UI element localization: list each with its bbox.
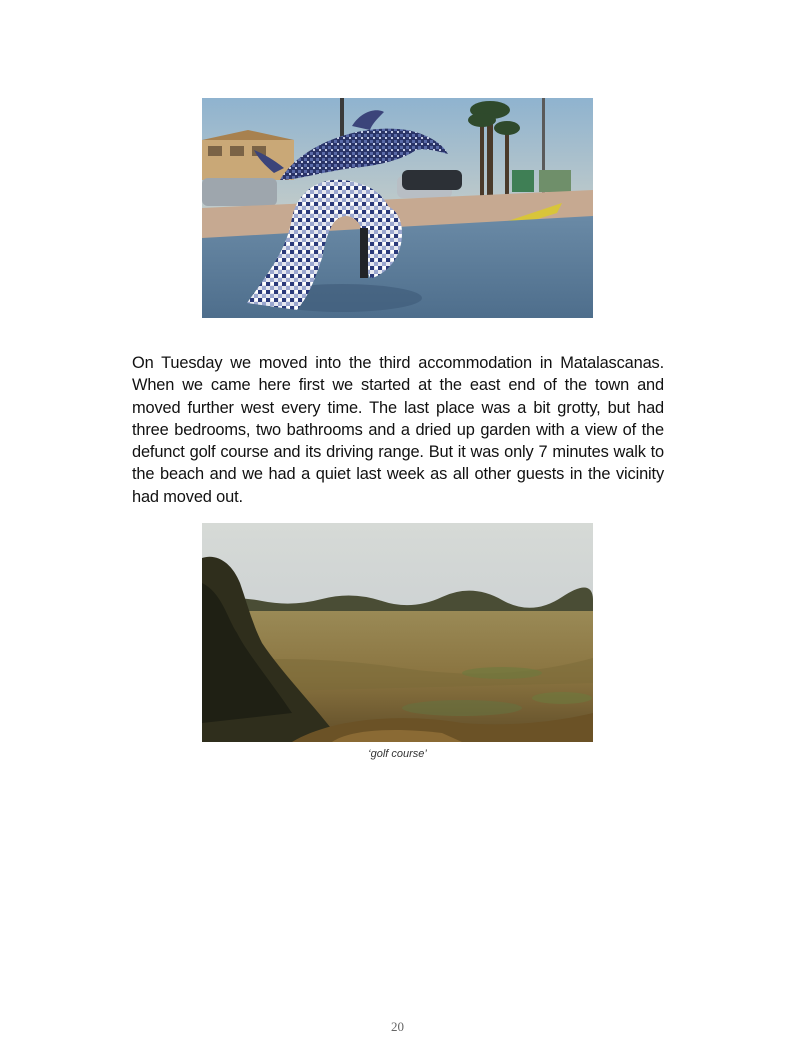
photo-caption: ‘golf course’	[368, 748, 427, 760]
dolphin-sculpture-image	[202, 98, 593, 318]
dolphin-sculpture-photo	[202, 98, 593, 318]
body-paragraph: On Tuesday we moved into the third accommodation in Matalascanas. When we came here first we started at the east end of the town and moved further west every time. The last place was a bit grotty, but had three bedrooms, two bathrooms and a dried up garden with a view of the defunct golf course and its driving range. But it was only 7 minutes walk to the beach and we had a quiet last week as all other guests in the vicinity had moved out.	[132, 354, 664, 506]
page-number: 20	[391, 1019, 404, 1034]
golf-course-image	[202, 523, 593, 742]
golf-course-photo	[202, 523, 593, 742]
